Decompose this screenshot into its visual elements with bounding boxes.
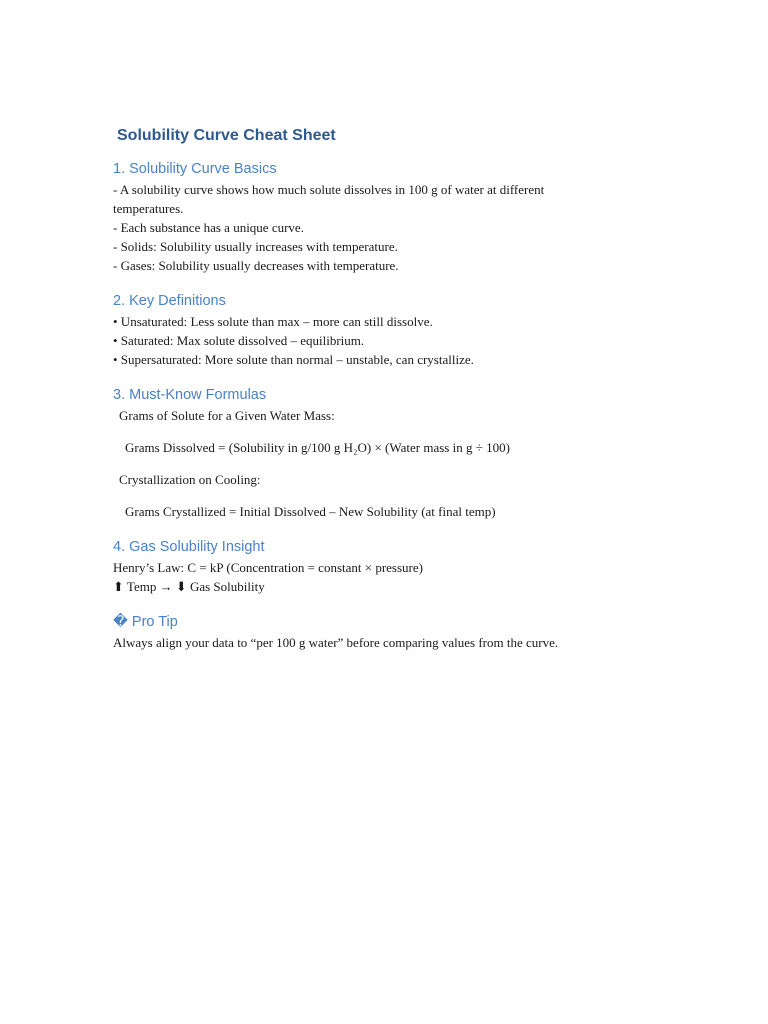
section-gas-solubility bbox=[113, 536, 673, 596]
section-heading-formulas: 3. Must-Know Formulas bbox=[113, 387, 267, 403]
formula-grams-dissolved: Grams Dissolved = (Solubility in g/100 g H₂O) × (Water mass in g ÷ 100) bbox=[125, 440, 510, 455]
definition-supersaturated: • Supersaturated: More solute than normal – unstable, can crystallize. bbox=[113, 352, 474, 367]
formula-label-crystallization: Crystallization on Cooling: bbox=[119, 472, 261, 487]
section-definitions bbox=[113, 290, 673, 369]
section-heading-gas-solubility: 4. Gas Solubility Insight bbox=[113, 539, 265, 555]
basics-line-1: - A solubility curve shows how much solute dissolves in 100 g of water at different temperatures. bbox=[113, 182, 545, 216]
section-basics bbox=[113, 158, 673, 275]
temp-gas-solubility-line: ⬆ Temp → ⬇ Gas Solubility bbox=[113, 579, 265, 594]
document-page bbox=[113, 124, 673, 652]
formula-grams-crystallized: Grams Crystallized = Initial Dissolved – New Solubility (at final temp) bbox=[125, 504, 496, 519]
document-title: Solubility Curve Cheat Sheet bbox=[117, 127, 336, 144]
section-heading-definitions: 2. Key Definitions bbox=[113, 293, 226, 309]
henrys-law-line: Henry’s Law: C = kP (Concentration = constant × pressure) bbox=[113, 560, 423, 575]
basics-line-3: - Solids: Solubility usually increases with temperature. bbox=[113, 239, 398, 254]
formula-label-grams-of-solute: Grams of Solute for a Given Water Mass: bbox=[119, 408, 335, 423]
section-formulas bbox=[113, 384, 673, 521]
section-heading-pro-tip: � Pro Tip bbox=[113, 614, 178, 630]
pro-tip-text: Always align your data to “per 100 g water” before comparing values from the curve. bbox=[113, 635, 559, 650]
definition-unsaturated: • Unsaturated: Less solute than max – more can still dissolve. bbox=[113, 314, 433, 329]
basics-line-2: - Each substance has a unique curve. bbox=[113, 220, 304, 235]
section-pro-tip bbox=[113, 611, 673, 652]
definition-saturated: • Saturated: Max solute dissolved – equilibrium. bbox=[113, 333, 365, 348]
basics-line-4: - Gases: Solubility usually decreases with temperature. bbox=[113, 258, 399, 273]
section-heading-basics: 1. Solubility Curve Basics bbox=[113, 161, 277, 177]
